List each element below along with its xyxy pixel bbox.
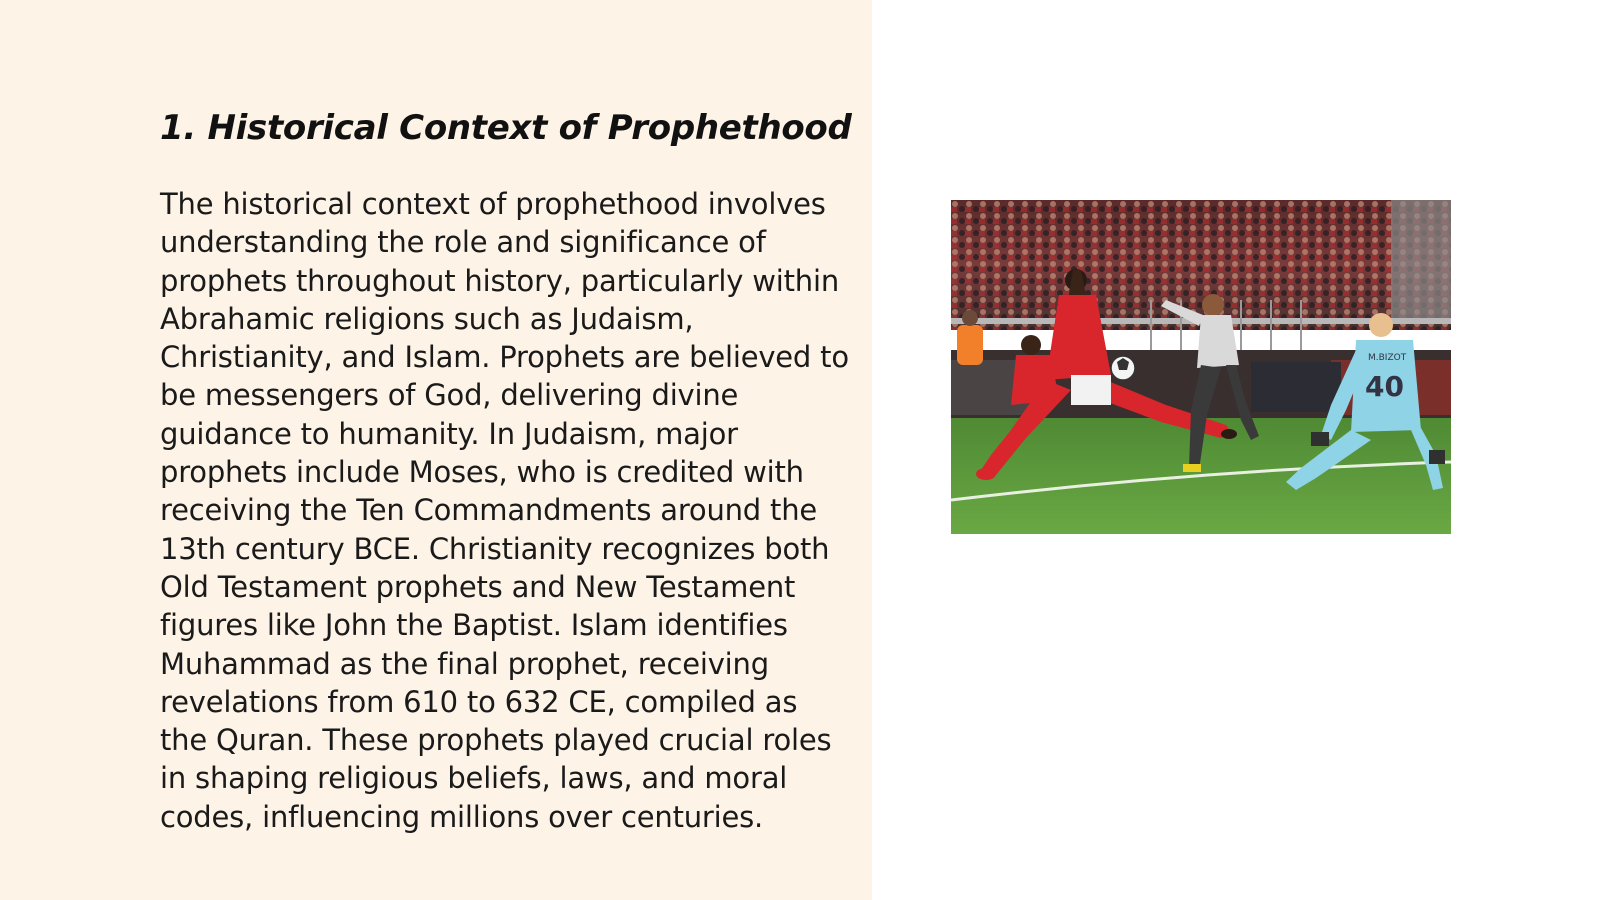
svg-text:40: 40 xyxy=(1365,370,1404,403)
slide-title: 1. Historical Context of Prophethood xyxy=(160,108,852,148)
svg-text:M.BIZOT: M.BIZOT xyxy=(1368,353,1407,363)
slide-body-text: The historical context of prophethood involves understanding the role and significance of prophets throughout history, particularly within Abrahamic religions such as Judaism, Christianity, and Islam. Prophets are believed to be messengers of God, delivering divine guidance to humanity. In Judaism, major prophets include Moses, who is credited with receiving the Ten Commandments around the 13th century BCE. Christianity recognizes both Old Testament prophets and New Testament figures like John the Baptist. Islam identifies Muhammad as the final prophet, receiving revelations from 610 to 632 CE, compiled as the Quran. These prophets played crucial roles in shaping religious beliefs, laws, and moral codes, influencing millions over centuries. xyxy=(160,187,849,834)
football-match-photo xyxy=(951,200,1451,534)
